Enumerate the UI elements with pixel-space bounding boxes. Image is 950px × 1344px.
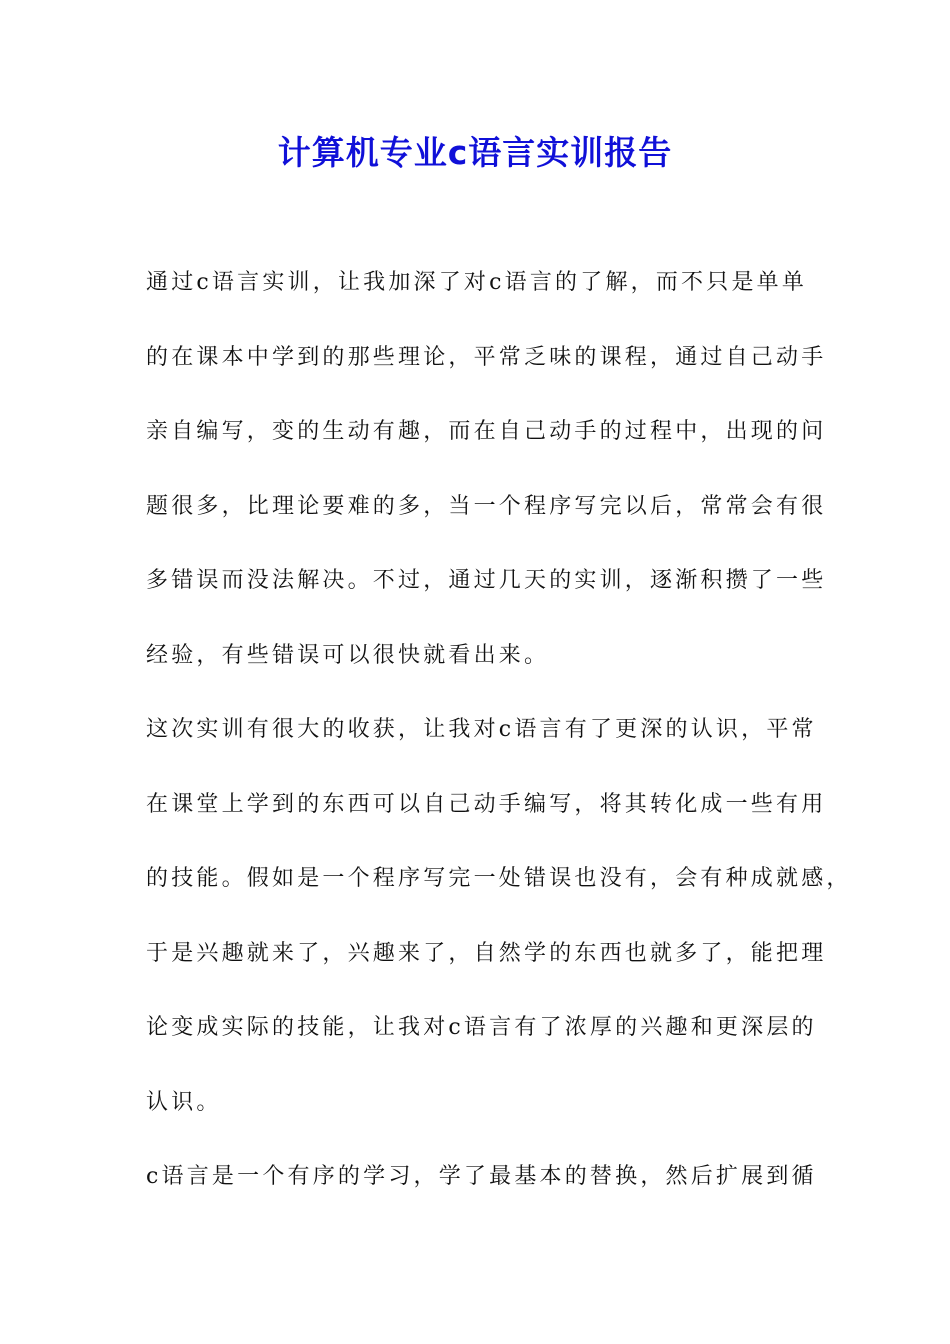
paragraph-line: 亲自编写，变的生动有趣，而在自己动手的过程中，出现的问	[146, 419, 827, 444]
paragraph-line: 的技能。假如是一个程序写完一处错误也没有，会有种成就感，	[146, 866, 852, 891]
paragraph-line: 的在课本中学到的那些理论，平常乏味的课程，通过自己动手	[146, 344, 827, 370]
paragraph-line: 这次实训有很大的收获，让我对c语言有了更深的认识，平常	[146, 717, 817, 742]
paragraph-line: 在课堂上学到的东西可以自己动手编写，将其转化成一些有用	[146, 791, 827, 817]
document-body	[146, 256, 852, 1225]
paragraph-line: 经验，有些错误可以很快就看出来。	[146, 642, 550, 668]
paragraph-line: c语言是一个有序的学习，学了最基本的替换，然后扩展到循	[146, 1164, 817, 1189]
paragraph-2	[146, 703, 852, 1150]
paragraph-3	[146, 1150, 816, 1225]
paragraph-line: 认识。	[146, 1089, 222, 1115]
paragraph-line: 论变成实际的技能，让我对c语言有了浓厚的兴趣和更深层的	[146, 1015, 817, 1040]
document-title: 计算机专业c语言实训报告	[277, 133, 673, 172]
paragraph-line: 多错误而没法解决。不过，通过几天的实训，逐渐积攒了一些	[146, 568, 827, 593]
paragraph-1	[146, 256, 827, 703]
paragraph-line: 通过c语言实训，让我加深了对c语言的了解，而不只是单单	[146, 270, 808, 295]
paragraph-line: 于是兴趣就来了，兴趣来了，自然学的东西也就多了，能把理	[146, 940, 827, 966]
paragraph-line: 题很多，比理论要难的多，当一个程序写完以后，常常会有很	[146, 493, 827, 519]
